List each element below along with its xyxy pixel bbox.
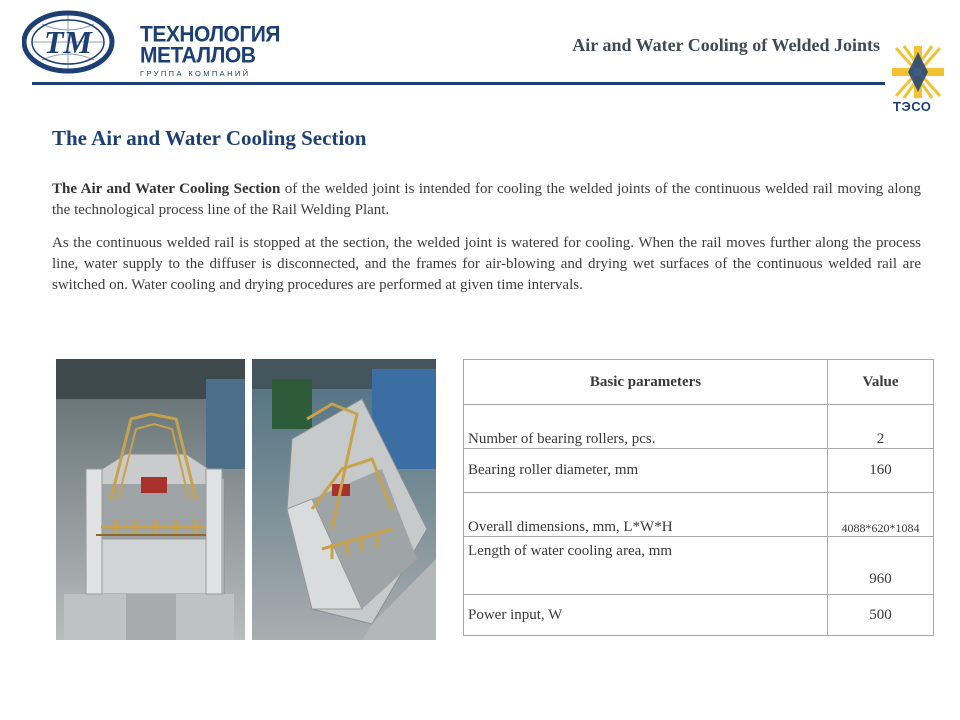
tesco-logo-label: ТЭСО [893, 99, 932, 114]
param-value: 960 [828, 537, 934, 595]
table-row [464, 595, 934, 636]
param-name: Length of water cooling area, mm [464, 537, 828, 595]
param-value: 160 [828, 449, 934, 493]
intro-text: of the welded joint is intended for cooling the welded joints of the continuous welded rail moving along the technological process line of the Rail Welding Plant. [52, 181, 921, 218]
table-row [464, 493, 934, 537]
header-basic-parameters: Basic parameters [464, 360, 828, 405]
process-paragraph: As the continuous welded rail is stopped at the section, the welded joint is watered for cooling. When the rail moves further along the process line, water supply to the diffuser is disconnected, and the frames for air-blowing and drying wet surfaces of the continuous welded rail are switched on. Water cooling and drying procedures are performed at given time intervals. [52, 235, 921, 293]
cooling-section-photo-front [56, 359, 245, 640]
intro-paragraph [52, 179, 921, 221]
logo-line2: МЕТАЛЛОВ [140, 43, 256, 68]
param-value: 500 [828, 595, 934, 636]
company-logo [22, 10, 280, 78]
table-row [464, 405, 934, 449]
section-title: The Air and Water Cooling Section [52, 126, 367, 150]
table-row [464, 537, 934, 595]
cooling-section-photo-side [252, 359, 436, 640]
header-title: Air and Water Cooling of Welded Joints [572, 35, 880, 55]
param-name: Number of bearing rollers, pcs. [464, 405, 828, 449]
parameters-table [463, 359, 934, 636]
header-value: Value [828, 360, 934, 405]
header-divider [32, 82, 885, 85]
param-name: Power input, W [464, 595, 828, 636]
tm-logo-icon [22, 10, 118, 74]
logo-subtitle: ГРУППА КОМПАНИЙ [140, 69, 251, 78]
param-value: 4088*620*1084 [828, 493, 934, 537]
param-name: Overall dimensions, mm, L*W*H [464, 493, 828, 537]
intro-bold-term: The Air and Water Cooling Section [52, 181, 281, 197]
logo-line1: ТЕХНОЛОГИЯ [140, 22, 280, 47]
param-value: 2 [828, 405, 934, 449]
param-name: Bearing roller diameter, mm [464, 449, 828, 493]
table-header-row [464, 360, 934, 405]
logo-text [140, 24, 280, 78]
tm-logo-mark: ТМ [44, 24, 92, 60]
table-row [464, 449, 934, 493]
